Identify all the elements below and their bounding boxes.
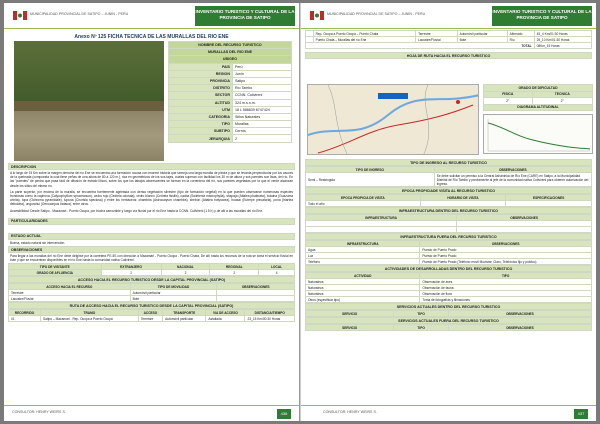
river-photo	[14, 41, 164, 161]
afluencia-table: TIPO DE VISITANTE EXTRANJERO NACIONAL REGIONAL LOCAL GRADO DE AFLUENCIA 1 2 2 4	[8, 263, 295, 276]
elevation-diagram	[483, 114, 593, 154]
ficha-row: UTM 18 L 588839 8747424	[169, 106, 292, 113]
page-number: 437	[574, 409, 588, 419]
header-band: INVENTARIO TURISTICO Y CULTURAL DE LA PROVINCIA DE SATIPO	[492, 6, 592, 26]
particularidades-title: PARTICULARIDADES	[8, 218, 295, 225]
ruta-table: RECORRIDO TRAMO ACCESO TRANSPORTE VIA DE ACCESO DISTANCIA/TIEMPO 01 Satipo – Mazamari - Rep. Ocopa a Puerto Ocopa Terrestre Automóvil particular Asfaltada 23_15 Km/00:30 Horas	[8, 309, 295, 322]
right-sections	[305, 159, 592, 331]
ingreso-bar: TIPO DE INGRESO AL RECURSO TURISTICO	[305, 159, 592, 166]
document-spread	[4, 3, 596, 421]
municipality-name: MUNICIPALIDAD PROVINCIAL DE SATIPO – JUNÍN - PERU	[30, 12, 129, 16]
page-title: Anexo Nº 125 FICHA TECNICA DE LAS MURALLAS DEL RIO ENE	[74, 34, 229, 40]
municipality-logo-icon	[309, 9, 325, 21]
ficha-row: SECTOR CCNN. Cutivireni	[169, 92, 292, 99]
ficha-row: ALTITUD 324 m.s.n.m.	[169, 99, 292, 106]
ficha-row: TIPO Murallas	[169, 121, 292, 128]
page-number: 436	[277, 409, 291, 419]
epoca-table: EPOCA PROPICIA DE VISITA HORARIO DE VISITA ESPECIFICACIONES Todo el año	[305, 194, 592, 207]
municipality-name: MUNICIPALIDAD PROVINCIAL DE SATIPO – JUNÍN - PERU	[327, 12, 426, 16]
left-page	[4, 3, 300, 421]
municipality-logo-icon	[12, 9, 28, 21]
infra-dentro-table: INFRAESTRUCTURA OBSERVACIONES	[305, 214, 592, 233]
ficha-row: JERARQUIA 2	[169, 135, 292, 142]
ficha-row: SUBTIPO Cerros	[169, 128, 292, 135]
acceso-bar: ACCESO HACIA EL RECURSO TURISTICO DESDE LA CAPITAL PROVINCIAL (SATIPO)	[8, 276, 295, 283]
dificultad-table: GRADO DE DIFICULTAD FISICA TECNICA 2° 2° DIAGRAMA ALTITUDINAL	[483, 84, 593, 111]
ficha-row: REGION Junín	[169, 70, 292, 77]
ficha-row: CATEGORIA Sitios Naturales	[169, 113, 292, 120]
actividades-bar: ACTIVIDADES DE DESARROLLADAS DENTRO DEL RECURSO TURISTICO	[305, 265, 592, 272]
epoca-bar: EPOCA PROPICIADE VISITA AL RECURSO TURISTICO	[305, 187, 592, 194]
observaciones-text: Para llegar a las murallas del río Ene debe dirigirse por la carretera PE-5S con dirección a Mazamari - Puerto Ocopa - Puerto Chata, De allí hasta los recursos de la ruta se toma el servicio fluvial en bote y que se encuentran disponibles en el río Ene hasta la comunidad nativa Cutivireni.	[10, 254, 293, 263]
ficha-row: UBIGEO	[169, 56, 292, 63]
ficha-table	[168, 41, 292, 143]
ficha-row: NOMBRE DEL RECURSO TURISTICO	[169, 42, 292, 49]
route-map	[307, 84, 479, 155]
servicios-fuera-bar: SERVICIOS ACTUALES FUERA DEL RECURSO TURISTICO	[305, 317, 592, 324]
description-section	[8, 163, 295, 322]
right-page	[300, 3, 596, 421]
description-p3: Accesibilidad: Desde Satipo - Mazamari - Puerto Ocopa, por trocha carrozable y luego vía fluvial por el río Ene hasta la CCNN. Cutivireni (1.5 h) y de allí a las murallas del río Ene.	[10, 208, 263, 213]
acceso-table: ACCESO HACIA EL RECURSO TIPO DE MOVILIDAD OBSERVACIONES Terrestre Automóvil particular Lacustre/Fluvial Bote	[8, 283, 295, 302]
ingreso-table: TIPO DE INGRESO OBSERVACIONES Semi – Restringida Se debe solicitar un permiso a la Central Asháninka de Río Ene (CARE) en Satipo, a la Municipalidad Distrital de Río Tambo y previamente al jefe de la comunidad nativa Cutivireni para obtener autorización del ingreso.	[305, 166, 592, 187]
servicios-dentro-table: SERVICIO TIPO OBSERVACIONES	[305, 310, 592, 317]
ficha-row: PROVINCIA Satipo	[169, 77, 292, 84]
description-p1: A lo largo de 15 Km sobre la margen derecha del río Ene se encuentra una formación rocosa con enorme historia que semeja una larga muralla de piedra y que se levanta perpendicular por los cauces de la quebrada (compuesta la cual tiene peñas de una altura de 80 a 120 m.), rica en geométricos de los sus tajes, cuales superan con facilidad los 30 m de altura y sus paredes son lisas, del río. En las "paredes" de piedra que pasa fácil de difusión de estrato líticos, sobre los que los tabajos aborescentes se forman en la correntera del río, sus paredes vegetadas por la que el verde alcanzan desde los sitios del mismo río.	[10, 171, 293, 188]
description-title: DESCRIPCION	[8, 163, 295, 170]
infra-dentro-bar: INFRAESTRUCTURA DENTRO DEL RECURSO TURISTICO	[305, 207, 592, 214]
page-header	[4, 3, 299, 29]
ruta-cont-table: Rep. Ocopa a Puerto Ocopa – Puerto Chata Terrestre Automóvil particular Afirmado 45_4 Km/01:30 Horas Puerto Chata – Murallas del río Ene Lacustre/Fluvial Bote Río 25_10 Km/01:30 Horas TOTAL 08Km_15 Horas	[305, 30, 592, 49]
actividades-table: ACTIVIDAD TIPO Naturaleza Observación de aves Naturaleza Observación de fauna Naturaleza Observación de flora Otros (especificar tipo) Toma de fotografías y filmaciones	[305, 272, 592, 303]
estado-title: ESTADO ACTUAL	[8, 233, 295, 240]
infra-fuera-table: INFRAESTRUCTURA OBSERVACIONES Agua Puesto de Puerto Prado Luz Puesto de Puerto Prado Teléfono Puesto de Puerto Prado (Teléfono móvil Movistar, Claro, Telefónica fijo y público)	[305, 240, 592, 265]
map-bar: HOJA DE RUTA HACIA EL RECURSO TURISTICO	[305, 52, 592, 59]
ficha-row: DISTRITO Río Tambo	[169, 85, 292, 92]
description-p2: La parte superior, por encima de la muralla, se encuentra fuertemente agrietada con densa vegetación silvestre (tipo de formación vegetal) en la que pueden observarse numerosas especies frondosas como la capirona (Calycophyllum spruceanum), cedro rojo (Cedrela odorata), cedro blanco (Cedrela fissilis), caoba (Swietenia macrophylla), shapaja (Attalea phalerata), bolaina (Guazuma crinita), topa (Ochroma pyramidale), lupuna (Chorisia speciosa) y entre los herbáceos: chambira (Astrocaryum chambira), shebón (Attalea butyracea), huasaí (Euterpe precatoria), pona (Iriartea deltoidea), ungurahui (Oenocarpus bataua), entre otros.	[10, 189, 293, 207]
consultor-text: CONSULTOR: HENRY WEIRS S.	[323, 410, 377, 414]
route-continuation	[305, 30, 592, 59]
servicios-dentro-bar: SERVICIOS ACTUALES DENTRO DEL RECURSO TURISTICO	[305, 303, 592, 310]
consultor-text: CONSULTOR: HENRY WEIRS S.	[12, 410, 66, 414]
header-band: INVENTARIO TURISTICO Y CULTURAL DE LA PROVINCIA DE SATIPO	[195, 6, 295, 26]
infra-fuera-bar: INFRAESTRUCTURA FUERA DEL RECURSO TURISTICO	[305, 233, 592, 240]
page-footer	[4, 405, 299, 421]
page-footer	[301, 405, 596, 421]
total-value: 08Km_15 Horas	[534, 43, 591, 49]
estado-text: Buena, estado natural sin intervención.	[10, 240, 66, 245]
total-label: TOTAL	[306, 43, 535, 49]
page-header	[301, 3, 596, 29]
ruta-bar: RUTA DE ACCESO HACIA EL RECURSO TURISTICO DESDE LA CAPITAL PROVINCIAL (SATIPO)	[8, 302, 295, 309]
ficha-row: PAIS Perú	[169, 63, 292, 70]
servicios-fuera-table: SERVICIO TIPO OBSERVACIONES	[305, 324, 592, 331]
observaciones-title: OBSERVACIONES	[8, 246, 295, 253]
ficha-row: MURALLAS DEL RIO ENE	[169, 49, 292, 56]
